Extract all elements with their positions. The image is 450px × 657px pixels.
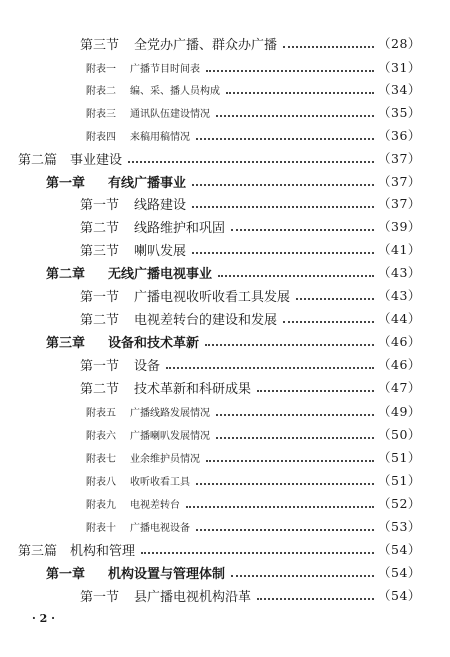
toc-entry-page: （43） (378, 265, 421, 280)
dot-leader (186, 505, 374, 508)
toc-entry-title: 通讯队伍建设情况 (130, 108, 210, 120)
toc-entry-label: 第一节 (80, 358, 120, 374)
toc-entry-table (0, 78, 450, 100)
toc-entry-title: 业余维护员情况 (130, 453, 200, 465)
toc-entry-page: （39） (378, 219, 421, 234)
toc-entry-title: 广播线路发展情况 (130, 407, 210, 419)
toc-entry-title: 电视差转台 (130, 499, 180, 511)
toc-entry-title: 来稿用稿情况 (130, 131, 190, 143)
toc-entry-table (0, 423, 450, 445)
dot-leader (196, 528, 374, 531)
toc-entry-section (0, 353, 450, 375)
toc-entry-section (0, 307, 450, 329)
toc-entry-table (0, 492, 450, 514)
toc-entry-label: 附表三 (86, 108, 116, 120)
toc-entry-page: （44） (378, 311, 421, 326)
toc-entry-page: （36） (378, 128, 421, 143)
toc-entry-page: （54） (378, 588, 421, 603)
toc-entry-title: 机构设置与管理体制 (108, 566, 226, 582)
toc-entry-label: 附表五 (86, 407, 116, 419)
dot-leader (296, 297, 374, 300)
dot-leader (205, 343, 374, 346)
toc-entry-label: 第二篇 (18, 152, 58, 168)
toc-entry-title: 编、采、播人员构成 (130, 85, 220, 97)
toc-entry-table (0, 515, 450, 537)
toc-entry-page: （37） (378, 174, 421, 189)
toc-entry-title: 广播电视收听收看工具发展 (134, 289, 291, 305)
toc-entry-label: 附表二 (86, 85, 116, 97)
toc-entry-label: 第一节 (80, 289, 120, 305)
toc-entry-title: 全党办广播、群众办广播 (134, 37, 278, 53)
toc-entry-table (0, 446, 450, 468)
toc-entry-chapter (0, 261, 450, 283)
dot-leader (216, 413, 374, 416)
toc-entry-title: 有线广播事业 (108, 175, 187, 191)
dot-leader (216, 436, 374, 439)
dot-leader (218, 274, 374, 277)
toc-entry-chapter (0, 170, 450, 192)
dot-leader (192, 183, 374, 186)
toc-entry-label: 附表七 (86, 453, 116, 465)
toc-entry-table (0, 469, 450, 491)
toc-entry-table (0, 400, 450, 422)
toc-entry-page: （46） (378, 334, 421, 349)
toc-entry-title: 电视差转台的建设和发展 (134, 312, 278, 328)
toc-entry-label: 第二节 (80, 381, 120, 397)
dot-leader (283, 320, 374, 323)
dot-leader (257, 597, 374, 600)
dot-leader (166, 366, 374, 369)
toc-entry-page: （49） (378, 404, 421, 419)
dot-leader (231, 228, 374, 231)
toc-entry-title: 广播喇叭发展情况 (130, 430, 210, 442)
toc-entry-section (0, 376, 450, 398)
dot-leader (283, 45, 374, 48)
toc-entry-title: 机构和管理 (70, 543, 136, 559)
toc-entry-label: 第一章 (46, 566, 86, 582)
toc-entry-page: （35） (378, 105, 421, 120)
dot-leader (216, 114, 374, 117)
toc-entry-label: 附表八 (86, 476, 116, 488)
toc-entry-page: （34） (378, 82, 421, 97)
toc-entry-page: （41） (378, 242, 421, 257)
toc-entry-title: 线路维护和巩固 (134, 220, 226, 236)
toc-entry-label: 附表十 (86, 522, 116, 534)
toc-entry-page: （51） (378, 450, 421, 465)
toc-entry-title: 广播节目时间表 (130, 63, 200, 75)
toc-entry-label: 第三节 (80, 243, 120, 259)
toc-entry-label: 第三节 (80, 37, 120, 53)
toc-entry-chapter (0, 561, 450, 583)
toc-entry-label: 第一节 (80, 197, 120, 213)
toc-entry-label: 第三篇 (18, 543, 58, 559)
dot-leader (128, 160, 374, 163)
toc-entry-label: 第一节 (80, 589, 120, 605)
dot-leader (206, 459, 374, 462)
toc-entry-section (0, 32, 450, 54)
toc-entry-title: 事业建设 (70, 152, 123, 168)
toc-entry-page: （54） (378, 565, 421, 580)
toc-entry-chapter (0, 330, 450, 352)
toc-entry-page: （50） (378, 427, 421, 442)
toc-entry-title: 无线广播电视事业 (108, 266, 213, 282)
dot-leader (196, 482, 374, 485)
toc-entry-page: （31） (378, 60, 421, 75)
toc-entry-page: （54） (378, 542, 421, 557)
toc-entry-table (0, 56, 450, 78)
toc-entry-part (0, 538, 450, 560)
toc-entry-title: 收听收看工具 (130, 476, 190, 488)
toc-entry-title: 县广播电视机构沿革 (134, 589, 252, 605)
toc-entry-page: （46） (378, 357, 421, 372)
dot-leader (192, 205, 374, 208)
toc-entry-title: 技术革新和科研成果 (134, 381, 252, 397)
toc-entry-label: 附表四 (86, 131, 116, 143)
toc-entry-label: 第二节 (80, 312, 120, 328)
toc-entry-title: 线路建设 (134, 197, 187, 213)
toc-entry-label: 附表一 (86, 63, 116, 75)
toc-entry-page: （37） (378, 151, 421, 166)
toc-entry-section (0, 192, 450, 214)
dot-leader (231, 574, 374, 577)
dot-leader (192, 251, 374, 254)
toc-entry-page: （43） (378, 288, 421, 303)
toc-entry-part (0, 147, 450, 169)
toc-entry-label: 第二章 (46, 266, 86, 282)
toc-entry-page: （51） (378, 473, 421, 488)
toc-entry-section (0, 284, 450, 306)
toc-entry-page: （52） (378, 496, 421, 511)
dot-leader (141, 551, 374, 554)
toc-entry-label: 第三章 (46, 335, 86, 351)
toc-entry-label: 第一章 (46, 175, 86, 191)
toc-entry-page: （28） (378, 36, 421, 51)
dot-leader (206, 69, 374, 72)
toc-entry-table (0, 124, 450, 146)
toc-entry-section (0, 584, 450, 606)
toc-entry-page: （37） (378, 196, 421, 211)
toc-entry-label: 第二节 (80, 220, 120, 236)
toc-entry-title: 喇叭发展 (134, 243, 187, 259)
dot-leader (257, 389, 374, 392)
dot-leader (226, 91, 374, 94)
toc-entry-title: 设备 (134, 358, 161, 374)
toc-entry-title: 设备和技术革新 (108, 335, 200, 351)
toc-entry-page: （47） (378, 380, 421, 395)
toc-entry-title: 广播电视设备 (130, 522, 190, 534)
dot-leader (196, 137, 374, 140)
toc-entry-label: 附表九 (86, 499, 116, 511)
page-number: · 2 · (32, 612, 55, 625)
toc-entry-page: （53） (378, 519, 421, 534)
toc-entry-section (0, 215, 450, 237)
toc-entry-section (0, 238, 450, 260)
toc-entry-label: 附表六 (86, 430, 116, 442)
toc-entry-table (0, 101, 450, 123)
